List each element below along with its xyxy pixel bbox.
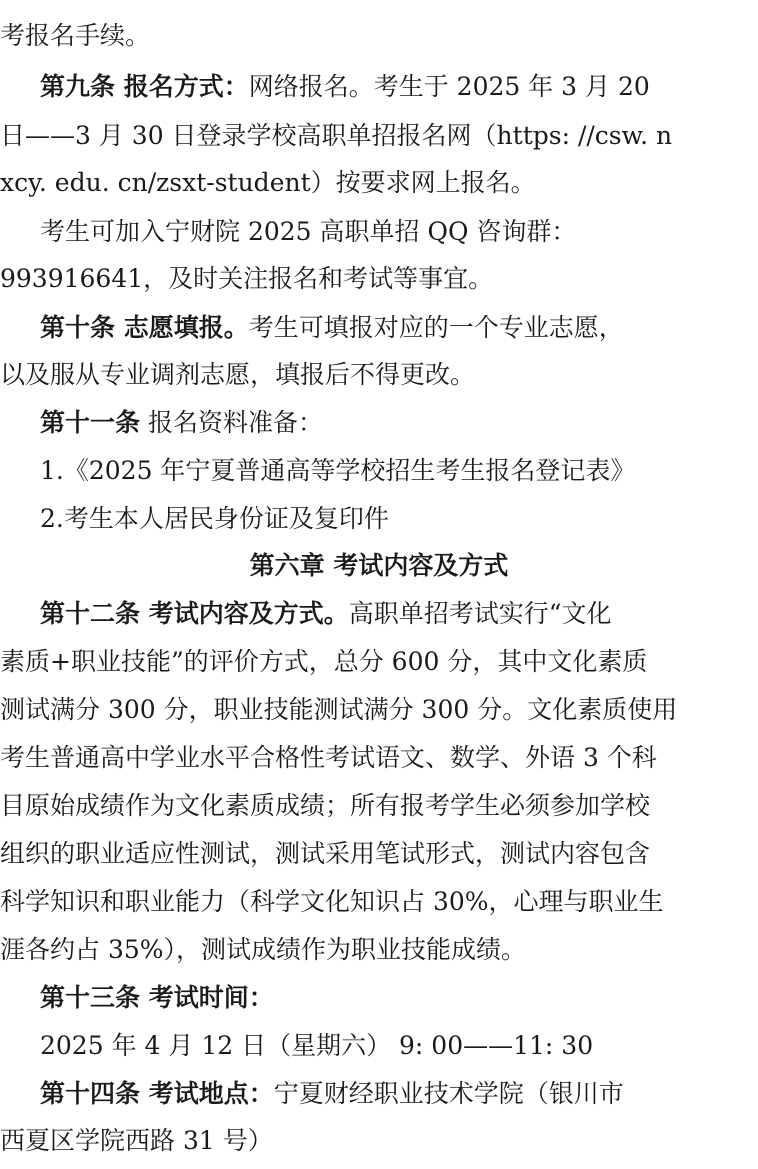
line-text: 素质+职业技能”的评价方式，总分 600 分，其中文化素质 bbox=[0, 647, 648, 676]
chapter-heading bbox=[0, 546, 758, 586]
line-text: 993916641，及时关注报名和考试等事宜。 bbox=[0, 264, 494, 293]
line-text: 目原始成绩作为文化素质成绩；所有报考学生必须参加学校 bbox=[0, 791, 651, 820]
article-12-heading-line bbox=[0, 594, 758, 634]
text-line bbox=[0, 642, 758, 682]
article-12-title: 第十二条 考试内容及方式。 bbox=[40, 599, 349, 628]
line-text: 组织的职业适应性测试，测试采用笔试形式，测试内容包含 bbox=[0, 839, 651, 868]
text-line bbox=[0, 355, 758, 395]
line-text: 考生普通高中学业水平合格性考试语文、数学、外语 3 个科 bbox=[0, 743, 657, 772]
text-line bbox=[0, 259, 758, 299]
line-text: 测试满分 300 分，职业技能测试满分 300 分。文化素质使用 bbox=[0, 695, 678, 724]
article-13-title: 第十三条 考试时间： bbox=[40, 983, 274, 1012]
list-item bbox=[0, 451, 758, 491]
line-text: 以及服从专业调剂志愿，填报后不得更改。 bbox=[0, 360, 476, 389]
article-9-heading-line bbox=[0, 67, 758, 107]
article-10-title: 第十条 志愿填报。 bbox=[40, 313, 249, 342]
text-line bbox=[0, 16, 758, 56]
line-text: 网络报名。考生于 2025 年 3 月 20 bbox=[248, 72, 650, 101]
text-line bbox=[0, 116, 758, 156]
text-line bbox=[0, 786, 758, 826]
exam-time-text: 2025 年 4 月 12 日（星期六） 9: 00——11: 30 bbox=[40, 1031, 594, 1060]
line-text: 考报名手续。 bbox=[0, 21, 151, 50]
list-item-text: 1.《2025 年宁夏普通高等学校招生考生报名登记表》 bbox=[40, 456, 636, 485]
article-10-heading-line bbox=[0, 308, 758, 348]
line-text: 西夏区学院西路 31 号） bbox=[0, 1126, 273, 1155]
list-item bbox=[0, 499, 758, 539]
exam-time-line bbox=[0, 1026, 758, 1066]
text-line bbox=[0, 163, 758, 203]
text-line bbox=[0, 834, 758, 874]
line-text: 科学知识和职业能力（科学文化知识占 30%，心理与职业生 bbox=[0, 887, 664, 916]
line-text: 宁夏财经职业技术学院（银川市 bbox=[273, 1079, 624, 1108]
line-text: 考生可加入宁财院 2025 高职单招 QQ 咨询群： bbox=[40, 217, 577, 246]
text-line bbox=[0, 930, 758, 970]
line-text: 考生可填报对应的一个专业志愿， bbox=[248, 313, 624, 342]
article-13-heading-line bbox=[0, 978, 758, 1018]
text-line bbox=[0, 882, 758, 922]
article-11-title: 第十一条 bbox=[40, 408, 141, 437]
article-9-title: 第九条 报名方式： bbox=[40, 72, 249, 101]
article-14-heading-line bbox=[0, 1074, 758, 1114]
line-text: 报名资料准备： bbox=[140, 408, 323, 437]
article-11-heading-line bbox=[0, 403, 758, 443]
line-text: 涯各约占 35%），测试成绩作为职业技能成绩。 bbox=[0, 935, 527, 964]
line-text: xcy. edu. cn/zsxt-student）按要求网上报名。 bbox=[0, 168, 536, 197]
text-line bbox=[0, 690, 758, 730]
line-text: 日——3 月 30 日登录学校高职单招报名网（https: //csw. n bbox=[0, 121, 673, 150]
article-14-title: 第十四条 考试地点： bbox=[40, 1079, 274, 1108]
text-line bbox=[0, 1121, 758, 1161]
chapter-title: 第六章 考试内容及方式 bbox=[249, 551, 509, 580]
text-line bbox=[0, 212, 758, 252]
list-item-text: 2.考生本人居民身份证及复印件 bbox=[40, 504, 389, 533]
line-text: 高职单招考试实行“文化 bbox=[348, 599, 612, 628]
text-line bbox=[0, 738, 758, 778]
